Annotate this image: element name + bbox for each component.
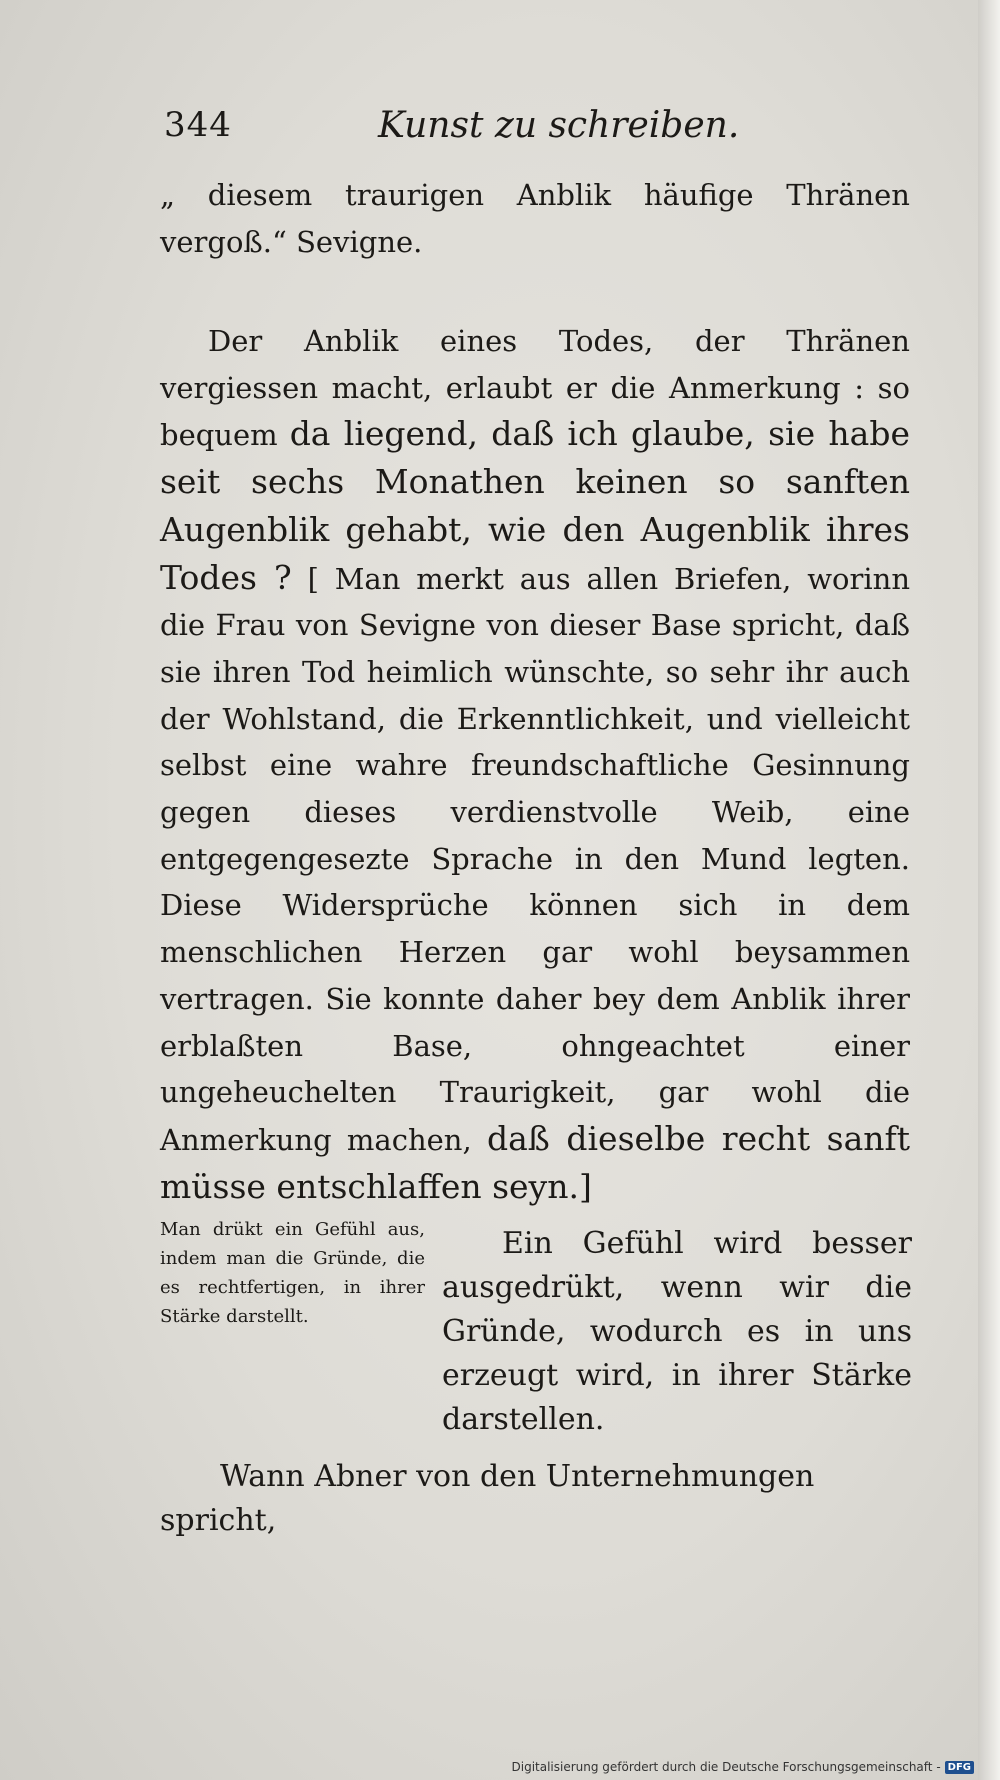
paragraph-main-emphasis: da liegend, daß ich glaube, sie habe seit sechs Monathen keinen so sanften Augenblik gehabt, wie den Augenblik ihres Todes ? [160, 414, 910, 597]
paragraph-main-end: daß dieselbe recht sanft müsse entschlaffen seyn.] [160, 1118, 910, 1206]
dfg-logo-icon: DFG [945, 1761, 974, 1774]
paragraph-main-start: Der Anblik eines Todes, der Thränen vergiessen macht, erlaubt er die Anmerkung : so bequem [160, 324, 910, 453]
running-title: Kunst zu schreiben. [378, 105, 740, 146]
page-edge [978, 0, 1000, 1780]
paragraph-abner: Wann Abner von den Unternehmungen spricht, [160, 1459, 815, 1538]
paragraph-main [160, 318, 910, 1211]
digitization-footer [512, 1760, 975, 1774]
paragraph-main-bracket: [ Man merkt aus allen Briefen, worinn die Frau von Sevigne von dieser Base spricht, daß sie ihren Tod heimlich wünschte, so sehr ihr auch der Wohlstand, die Erkenntlichkeit, und vielleicht selbst eine wahre freundschaftliche Gesinnung gegen dieses verdienstvolle Weib, eine entgegengesezte Sprache in den Mund legten. Diese Widersprüche können sich in dem menschlichen Herzen gar wohl beysammen vertragen. Sie konnte daher bey dem Anblik ihrer erblaßten Base, ohngeachtet einer ungeheuchelten Traurigkeit, gar wohl die Anmerkung machen, [160, 561, 911, 1157]
page-header [160, 105, 920, 155]
paragraph-quote-end: „ diesem traurigen Anblik häufige Thränen vergoß.“ Sevigne. [160, 178, 910, 259]
marginal-note: Man drükt ein Gefühl aus, indem man die Gründe, die es rechtfertigen, in ihrer Stärke darstellt. [160, 1219, 425, 1327]
footer-credit: Digitalisierung gefördert durch die Deutsche Forschungsgemeinschaft - [511, 1760, 941, 1774]
paragraph-feeling: Ein Gefühl wird besser ausgedrükt, wenn wir die Gründe, wodurch es in uns erzeugt wird, in ihrer Stärke darstellen. [442, 1226, 912, 1437]
page-number: 344 [164, 105, 232, 145]
